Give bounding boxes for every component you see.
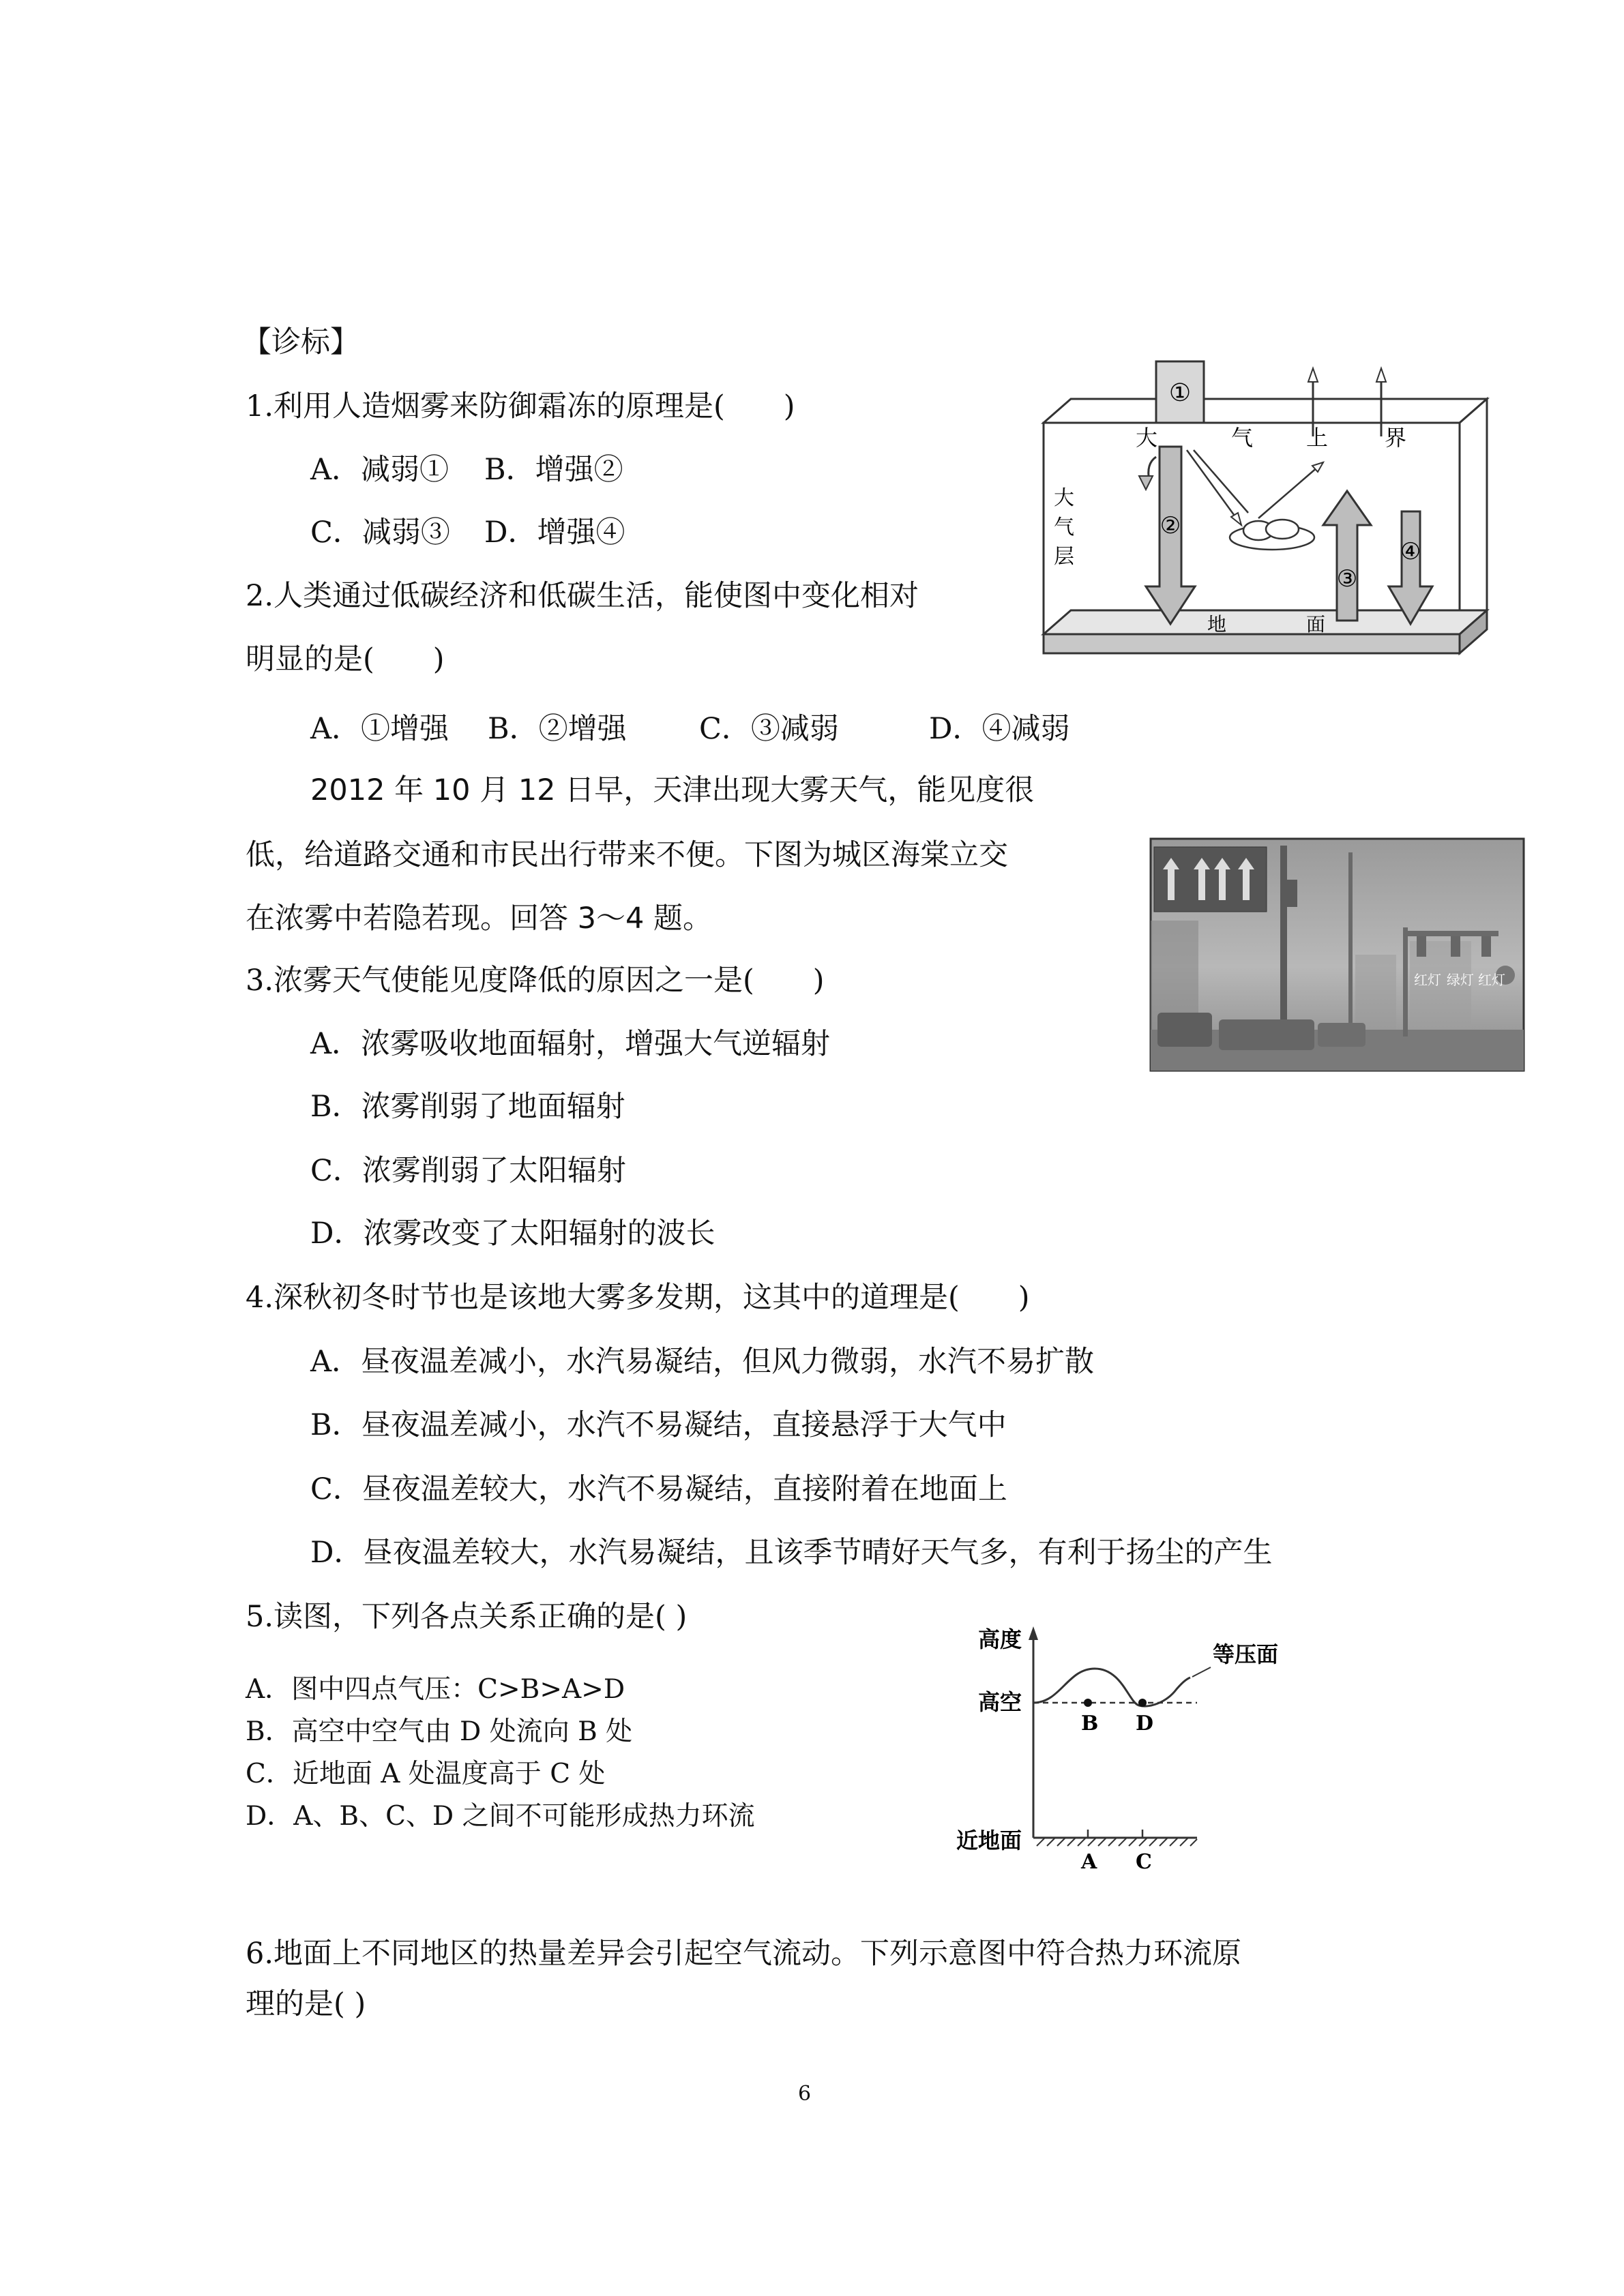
bottom-label-1: 面 [1306, 613, 1326, 636]
point-b: B [1081, 1712, 1099, 1735]
q3-stem: 3.浓雾天气使能见度降低的原因之一是( ) [246, 964, 825, 998]
label-near-ground: 近地面 [956, 1828, 1022, 1853]
label-high-altitude: 高空 [977, 1689, 1022, 1715]
q4-option-c: C．昼夜温差较大，水汽不易凝结，直接附着在地面上 [310, 1472, 1007, 1506]
q5-option-c: C．近地面 A 处温度高于 C 处 [246, 1759, 606, 1789]
q2-option-a: A．①增强 [310, 712, 449, 746]
point-d: D [1136, 1712, 1154, 1735]
label-3: ③ [1336, 565, 1358, 593]
q1-option-a: A．减弱① [310, 453, 449, 487]
q5-option-d: D．A、B、C、D 之间不可能形成热力环流 [246, 1801, 755, 1832]
q3-option-d: D．浓雾改变了太阳辐射的波长 [310, 1217, 715, 1251]
q4-stem: 4.深秋初冬时节也是该地大雾多发期，这其中的道理是( ) [246, 1281, 1030, 1315]
fog-photo [1151, 839, 1524, 1071]
q2-option-c: C．③减弱 [699, 712, 839, 746]
side-label-0: 大 [1054, 486, 1074, 510]
label-green-light: 绿灯 [1447, 972, 1474, 988]
q4-option-b: B．昼夜温差减小，水汽不易凝结，直接悬浮于大气中 [310, 1408, 1007, 1442]
label-red-light-right: 红灯 [1478, 972, 1505, 988]
top-label-3: 界 [1385, 425, 1407, 451]
atmosphere-radiation-diagram [1037, 355, 1501, 682]
passage-line1: 2012 年 10 月 12 日早，天津出现大雾天气，能见度很 [310, 773, 1035, 807]
top-label-0: 大 [1136, 425, 1158, 451]
label-red-light-left: 红灯 [1414, 972, 1441, 988]
q6-stem-line1: 6.地面上不同地区的热量差异会引起空气流动。下列示意图中符合热力环流原 [246, 1937, 1242, 1971]
q3-option-c: C．浓雾削弱了太阳辐射 [310, 1154, 626, 1188]
label-height: 高度 [977, 1626, 1022, 1652]
point-c: C [1136, 1850, 1152, 1874]
bottom-label-0: 地 [1207, 613, 1227, 636]
label-isobar: 等压面 [1213, 1641, 1279, 1667]
point-a: A [1081, 1850, 1097, 1874]
q3-option-b: B．浓雾削弱了地面辐射 [310, 1090, 625, 1124]
q1-stem: 1.利用人造烟雾来防御霜冻的原理是( ) [246, 389, 795, 423]
q5-stem: 5.读图，下列各点关系正确的是( ) [246, 1600, 688, 1634]
q1-option-c: C．减弱③ [310, 516, 450, 550]
q1-option-b: B．增强② [484, 453, 623, 487]
passage-line2: 低，给道路交通和市民出行带来不便。下图为城区海棠立交 [246, 838, 1008, 872]
page-number: 6 [798, 2082, 812, 2106]
q2-stem-line1: 2.人类通过低碳经济和低碳生活，能使图中变化相对 [246, 579, 919, 613]
q6-stem-line2: 理的是( ) [246, 1987, 366, 2021]
q5-option-b: B．高空中空气由 D 处流向 B 处 [246, 1716, 633, 1747]
q1-option-d: D．增强④ [484, 516, 625, 550]
section-title: 【诊标】 [242, 325, 359, 359]
q2-option-d: D．④减弱 [929, 712, 1070, 746]
q4-option-a: A．昼夜温差减小，水汽易凝结，但风力微弱，水汽不易扩散 [310, 1345, 1095, 1379]
side-label-2: 层 [1054, 545, 1074, 569]
q2-stem-line2: 明显的是( ) [246, 642, 445, 676]
q5-option-a: A．图中四点气压：C>B>A>D [246, 1674, 625, 1705]
top-label-1: 气 [1231, 425, 1254, 451]
q4-option-d: D．昼夜温差较大，水汽易凝结，且该季节晴好天气多，有利于扬尘的产生 [310, 1536, 1273, 1570]
label-2: ② [1160, 512, 1181, 539]
q3-option-a: A．浓雾吸收地面辐射，增强大气逆辐射 [310, 1027, 831, 1061]
side-label-1: 气 [1054, 516, 1074, 539]
label-4: ④ [1400, 538, 1421, 565]
label-1: ① [1168, 379, 1192, 407]
top-label-2: 上 [1306, 425, 1329, 451]
isobar-diagram [941, 1620, 1279, 1879]
passage-line3: 在浓雾中若隐若现。回答 3～4 题。 [246, 901, 713, 936]
q2-option-b: B．②增强 [488, 712, 627, 746]
